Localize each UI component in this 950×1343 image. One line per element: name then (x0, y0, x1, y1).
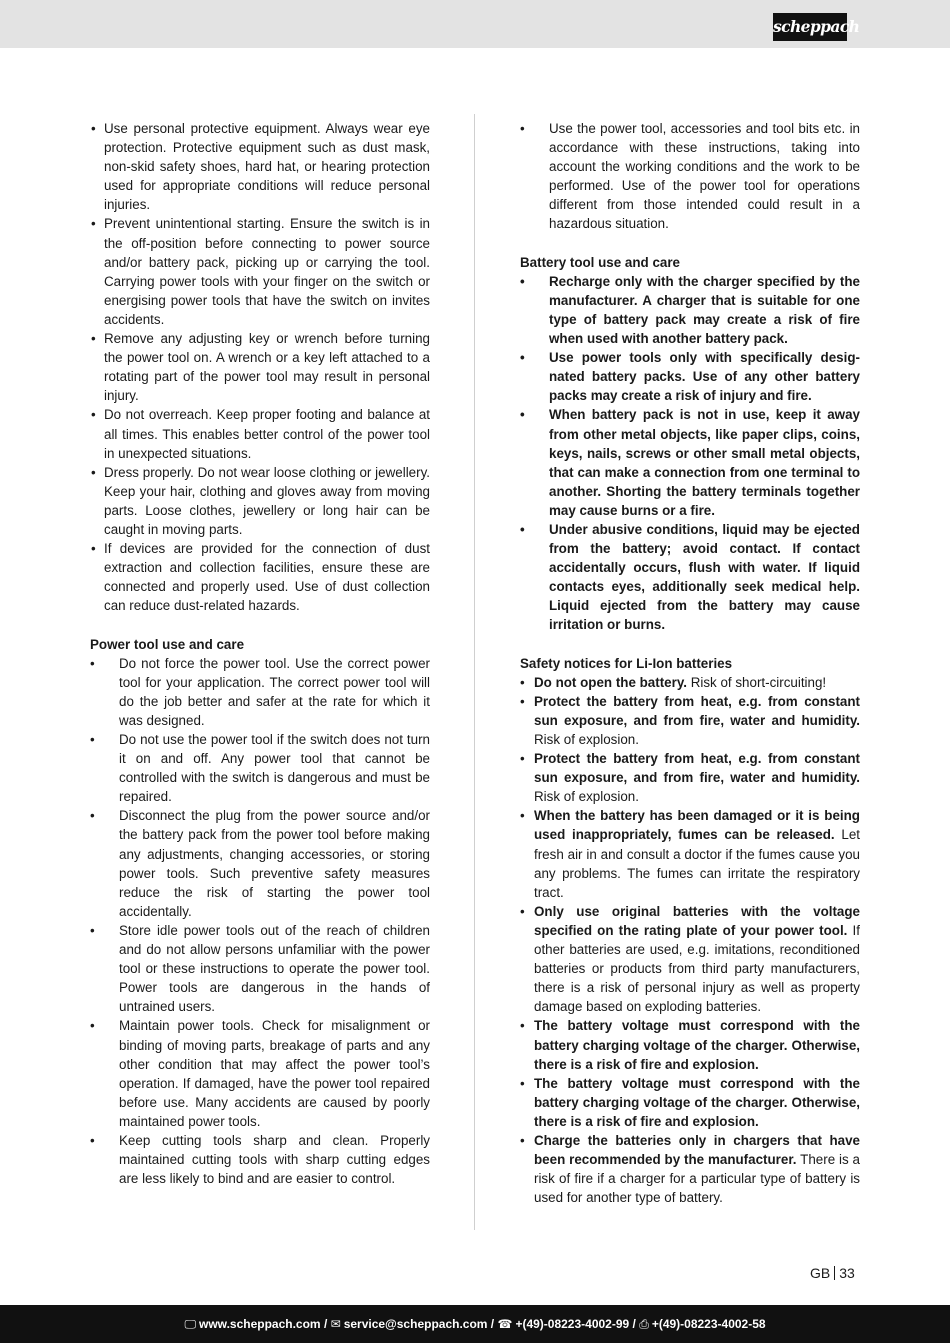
list-item (520, 806, 860, 901)
fax-icon: ⎙ (639, 1317, 649, 1331)
battery-tool-list (520, 272, 860, 635)
list-item: • Maintain power tools. Check for misalignment or binding of moving parts, breakage of parts and any other condition that may affect the power tool’s operation. If damaged, have the power tool repaired before use. Many accidents are caused by poorly maintained power tools. (90, 1016, 430, 1131)
column-divider (474, 114, 475, 1230)
footer-fax: +(49)-08223-4002-58 (651, 1317, 766, 1331)
list-item: • Recharge only with the charger specified by the manufacturer. A charger that is suitable for one type of battery pack may create a risk of fire when used with another battery pack. (520, 272, 860, 348)
list-item-bold: Charge the batteries only in chargers that have been recommended by the manufacturer. (534, 1132, 860, 1168)
power-tool-use-list (90, 654, 430, 1189)
footer-separator: / (629, 1317, 640, 1331)
phone-icon: ☎ (497, 1317, 513, 1331)
list-item: • Do not overreach. Keep proper footing and balance at all times. This enables better control of the power tool in unexpected situations. (90, 405, 430, 462)
page-number-separator (834, 1266, 835, 1280)
language-code: GB (810, 1265, 831, 1281)
section-heading-li-ion: Safety notices for Li-Ion batteries (520, 655, 733, 671)
list-item (520, 1074, 860, 1131)
list-item: • Do not force the power tool. Use the correct power tool for your application. The correct power tool will do the job better and safer at the rate for which it was designed. (90, 654, 430, 730)
list-item-bold: The battery voltage must correspond with the battery charging voltage of the charger. Otherwise, there is a risk of fire and explosion. (534, 1018, 860, 1072)
footer-website[interactable]: www.scheppach.com (199, 1317, 321, 1331)
footer-phone[interactable]: +(49)-08223-4002-99 (515, 1317, 630, 1331)
list-item: • Under abusive conditions, liquid may be ejected from the battery; avoid contact. If contact accidentally occurs, flush with water. If liquid contacts eyes, additionally seek medical help. Liquid ejected from the battery may cause irritation or burns. (520, 520, 860, 635)
list-item: • If devices are provided for the connection of dust extraction and collection facilities, ensure these are connected and properly used. Use of dust collection can reduce dust-related hazards. (90, 539, 430, 615)
list-item: • Do not use the power tool if the switch does not turn it on and off. Any power tool that cannot be controlled with the switch is dangerous and must be repaired. (90, 730, 430, 806)
page-number-value: 33 (839, 1265, 855, 1281)
footer-separator: / (320, 1317, 331, 1331)
list-item-text: Let fresh air in and consult a doctor if the fumes cause you any problems. The fumes can irritate the respiratory tract. (534, 827, 860, 900)
list-item-text: Risk of short-circuiting! (687, 674, 827, 690)
list-item-bold: The battery voltage must correspond with the battery charging voltage of the charger. Otherwise, there is a risk of fire and explosion. (534, 1075, 860, 1129)
section-heading-power-tool-use: Power tool use and care (90, 636, 245, 652)
list-item: • Use personal protective equipment. Always wear eye protection. Protective equipment such as dust mask, non-skid safety shoes, hard hat, or hearing protection used for appropriate conditions will reduce personal injuries. (90, 119, 430, 214)
list-item-text: Risk of explosion. (534, 732, 639, 747)
power-tool-intro-list (520, 119, 860, 234)
computer-icon: 🖵 (184, 1317, 197, 1331)
list-item-text: There is a risk of fire if a charger for a particular type of battery is used for another type of battery. (534, 1152, 860, 1206)
list-item: • Dress properly. Do not wear loose clothing or jewellery. Keep your hair, clothing and gloves away from moving parts. Loose clothes, jewellery or long hair can be caught in moving parts. (90, 463, 430, 539)
footer-email[interactable]: service@scheppach.com (343, 1317, 488, 1331)
page-footer (0, 1305, 950, 1343)
list-item-bold: Protect the battery from heat, e.g. from constant sun exposure, and from fire, water and humidity. (534, 693, 860, 728)
page-header (0, 0, 950, 48)
list-item (520, 749, 860, 806)
email-icon: ✉ (330, 1317, 341, 1331)
list-item (520, 1016, 860, 1073)
list-item-text: If other batteries are used, e.g. imitations, reconditioned batteries or products from third party manufacturers, there is a risk of personal injury as well as property damage based on exploding batteries. (534, 922, 860, 1015)
scheppach-logo: scheppach (773, 13, 847, 41)
list-item: • Remove any adjusting key or wrench before turning the power tool on. A wrench or a key left attached to a rotating part of the power tool may result in personal injury. (90, 329, 430, 405)
list-item: • Use the power tool, accessories and tool bits etc. in accordance with these instructions, taking into account the working conditions and the work to be performed. Use of the power tool for operations different from those intended could result in a hazardous situation. (520, 119, 860, 234)
page-number (810, 1264, 855, 1282)
list-item: • Prevent unintentional starting. Ensure the switch is in the off-position before connecting to power source and/or battery pack, picking up or carrying the tool. Carrying power tools with your finger on the switch or energising power tools that have the switch on invites accidents. (90, 214, 430, 329)
list-item (520, 692, 860, 749)
list-item (520, 1131, 860, 1207)
left-column (90, 119, 430, 1188)
list-item-bold: Only use original batteries with the voltage specified on the rating plate of your power tool. (534, 903, 860, 938)
list-item-bold: Do not open the battery. (534, 674, 687, 690)
footer-separator: / (487, 1317, 498, 1331)
section-heading-battery-tool: Battery tool use and care (520, 254, 680, 270)
list-item: • Keep cutting tools sharp and clean. Properly maintained cutting tools with sharp cutting edges are less likely to bind and are easier to control. (90, 1131, 430, 1188)
right-column (520, 119, 860, 1207)
list-item: • Disconnect the plug from the power source and/or the battery pack from the power tool before making any adjustments, changing accessories, or storing power tools. Such preventive safety measures reduce the risk of starting the power tool accidentally. (90, 806, 430, 921)
list-item: • When battery pack is not in use, keep it away from other metal objects, like paper clips, coins, keys, nails, screws or other small metal objects, that can make a connection from one terminal to another. Shorting the battery terminals together may cause burns or a fire. (520, 405, 860, 520)
list-item-text: Risk of explosion. (534, 789, 639, 805)
personal-safety-list (90, 119, 430, 615)
list-item (520, 673, 860, 692)
li-ion-safety-list (520, 673, 860, 1208)
list-item: • Store idle power tools out of the reach of children and do not allow persons unfamiliar with the power tool or these instructions to operate the power tool. Power tools are dangerous in the hands of untrained users. (90, 921, 430, 1016)
list-item (520, 902, 860, 1017)
list-item-bold: When the battery has been damaged or it is being used inappropriately, fumes can be released. (534, 808, 860, 843)
list-item-bold: Protect the battery from heat, e.g. from constant sun exposure, and from fire, water and humidity. (534, 751, 860, 786)
list-item: • Use power tools only with specifically designated battery packs. Use of any other battery packs may create a risk of injury and fire. (520, 348, 860, 405)
